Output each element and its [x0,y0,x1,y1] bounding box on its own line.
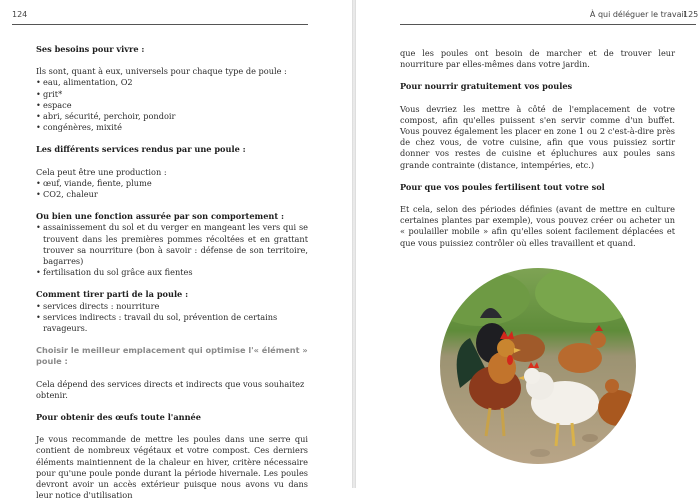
heading-behaviour: Ou bien une fonction assurée par son comportement : [36,211,285,222]
services-list [36,178,308,200]
list-item: • fertilisation du sol grâce aux fientes [36,267,308,278]
heading-eggs: Pour obtenir des œufs toute l'année [36,412,201,423]
heading-fertilize: Pour que vos poules fertilisent tout votre sol [400,181,605,192]
right-header-rule [400,24,696,25]
list-item: • œuf, viande, fiente, plume [36,178,308,189]
list-item: • services indirects : travail du sol, prévention de certains ravageurs. [36,312,308,334]
feed-text: Vous devriez les mettre à côté de l'emplacement de votre compost, afin qu'elles puissent s'en servir comme d'un buffet. Vous pouvez également les placer en zone 1 ou 2 c'est-à-dire près de chez vous, de votre cuisine, afin que vous puissiez sortir donner vos restes de cuisine et épluchures aux poules sans grande contrainte (distance, intempéries, etc.) [400,103,675,170]
left-header-rule [12,24,308,25]
left-page-text [36,44,308,502]
list-item: • abri, sécurité, perchoir, pondoir [36,111,308,122]
list-item: • congénères, mixité [36,122,308,133]
eggs-text: Je vous recommande de mettre les poules dans une serre qui contient de nombreux végétaux et votre compost. Ces derniers éléments maintiennent de la chaleur en hiver, critère nécessaire pour qu'une poule ponde durant la période hivernale. Les poules devront avoir un accès extérieur puisque nous avons vu dans leur notice d'utilisation [36,434,308,501]
right-page-text [400,48,675,249]
list-item: • grit* [36,89,308,100]
needs-list [36,77,308,133]
use-list [36,301,308,335]
chickens-photo [440,268,636,464]
running-header: À qui déléguer le travail [589,10,686,19]
list-item: • eau, alimentation, O2 [36,77,308,88]
fertilize-text: Et cela, selon des périodes définies (avant de mettre en culture certaines plantes par exemple), vous pouvez créer ou acheter un « poulailler mobile » afin qu'elles soient facilement déplacées et que vous puissiez contrôler où elles travaillent et quand. [400,204,675,248]
heading-feed: Pour nourrir gratuitement vos poules [400,81,573,92]
list-item: • assainissement du sol et du verger en mangeant les vers qui se trouvent dans les premières pommes récoltées et en grattant trouver sa nourriture (bon à savoir : défense de son territoire, bagarres) [36,222,308,267]
subheading-location: Choisir le meilleur emplacement qui optimise l'« élément » poule : [36,345,308,367]
continuation-text: que les poules ont besoin de marcher et de trouver leur nourriture par elles-mêmes dans votre jardin. [400,48,675,70]
behaviour-list [36,222,308,278]
services-intro: Cela peut être une production : [36,166,167,177]
needs-intro: Ils sont, quant à eux, universels pour chaque type de poule : [36,66,287,77]
list-item: • espace [36,100,308,111]
list-item: • CO2, chaleur [36,189,308,200]
list-item: • services directs : nourriture [36,301,308,312]
heading-use: Comment tirer parti de la poule : [36,289,189,300]
heading-services: Les différents services rendus par une poule : [36,144,246,155]
left-page-number: 124 [12,10,28,19]
location-text: Cela dépend des services directs et indirects que vous souhaitez obtenir. [36,378,305,400]
right-page-number: 125 [683,10,699,19]
heading-needs: Ses besoins pour vivre : [36,44,145,54]
